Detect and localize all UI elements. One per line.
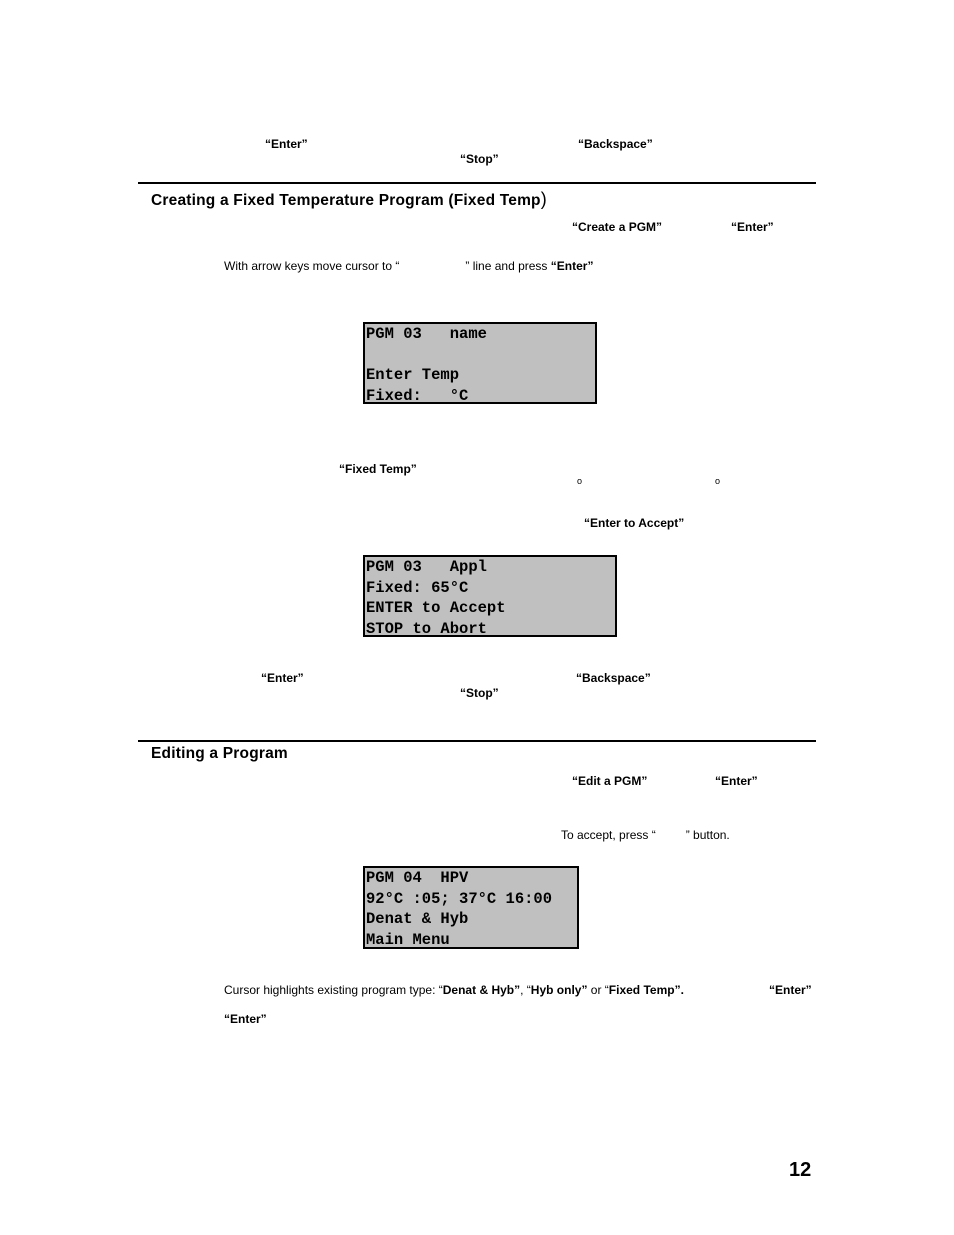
instruction-text: or “ — [587, 983, 609, 997]
fixed-temp-keyword: “Fixed Temp” — [339, 462, 417, 476]
backspace-keyword: “Backspace” — [576, 671, 651, 685]
degree-symbol: o — [577, 476, 583, 486]
lcd-line: Fixed: 65°C — [366, 578, 469, 597]
lcd-display-edit — [363, 866, 579, 949]
lcd-line: ENTER to Accept — [366, 599, 506, 617]
enter-keyword: “Enter” — [769, 983, 812, 997]
enter-keyword: “Enter” — [550, 259, 594, 273]
lcd-line — [366, 345, 595, 366]
instruction-text: , “ — [520, 983, 531, 997]
instruction-text: To accept, press “ — [561, 828, 656, 842]
enter-keyword: “Enter” — [224, 1012, 267, 1026]
hyb-only-keyword: Hyb only” — [530, 983, 588, 997]
lcd-line: 92°C :05; 37°C 16:00 — [366, 889, 553, 908]
section-title-editing: Editing a Program — [151, 745, 288, 762]
enter-keyword: “Enter” — [715, 774, 758, 788]
edit-pgm-keyword: “Edit a PGM” — [572, 774, 648, 788]
accept-instruction — [561, 828, 730, 842]
lcd-line: Fixed: °C — [366, 386, 469, 405]
lcd-line: PGM 03 name — [366, 325, 487, 343]
instruction-text: ” button. — [685, 828, 730, 842]
lcd-display-accept — [363, 555, 617, 637]
denat-hyb-keyword: Denat & Hyb” — [442, 983, 521, 997]
section-title-paren: ) — [540, 189, 547, 209]
instruction-text: ” line and press — [465, 259, 551, 273]
stop-keyword: “Stop” — [460, 686, 499, 700]
instruction-text: Cursor highlights existing program type: “ — [224, 983, 443, 997]
cursor-instruction — [224, 983, 684, 997]
lcd-line: Denat & Hyb — [366, 910, 469, 928]
backspace-keyword: “Backspace” — [578, 137, 653, 151]
lcd-line: Main Menu — [366, 930, 450, 949]
create-pgm-keyword: “Create a PGM” — [572, 220, 663, 234]
fixed-temp-keyword: Fixed Temp”. — [608, 983, 684, 997]
section-divider — [138, 182, 816, 184]
instruction-text: With arrow keys move cursor to “ — [224, 259, 400, 273]
section-title-text: Creating a Fixed Temperature Program (Fixed Temp — [151, 192, 541, 209]
degree-symbol: o — [715, 476, 721, 486]
enter-keyword: “Enter” — [265, 137, 308, 151]
stop-keyword: “Stop” — [460, 152, 499, 166]
lcd-display-enter-temp — [363, 322, 597, 404]
enter-to-accept-keyword: “Enter to Accept” — [584, 516, 685, 530]
arrow-keys-instruction — [224, 259, 593, 273]
section-divider — [138, 740, 816, 742]
lcd-line: STOP to Abort — [366, 619, 487, 638]
section-title-fixed-temp — [151, 189, 547, 210]
page-number: 12 — [789, 1159, 812, 1181]
lcd-line: PGM 04 HPV — [366, 869, 469, 887]
enter-keyword: “Enter” — [261, 671, 304, 685]
lcd-line: Enter Temp — [366, 366, 460, 384]
lcd-line: PGM 03 Appl — [366, 558, 487, 576]
enter-keyword: “Enter” — [731, 220, 774, 234]
